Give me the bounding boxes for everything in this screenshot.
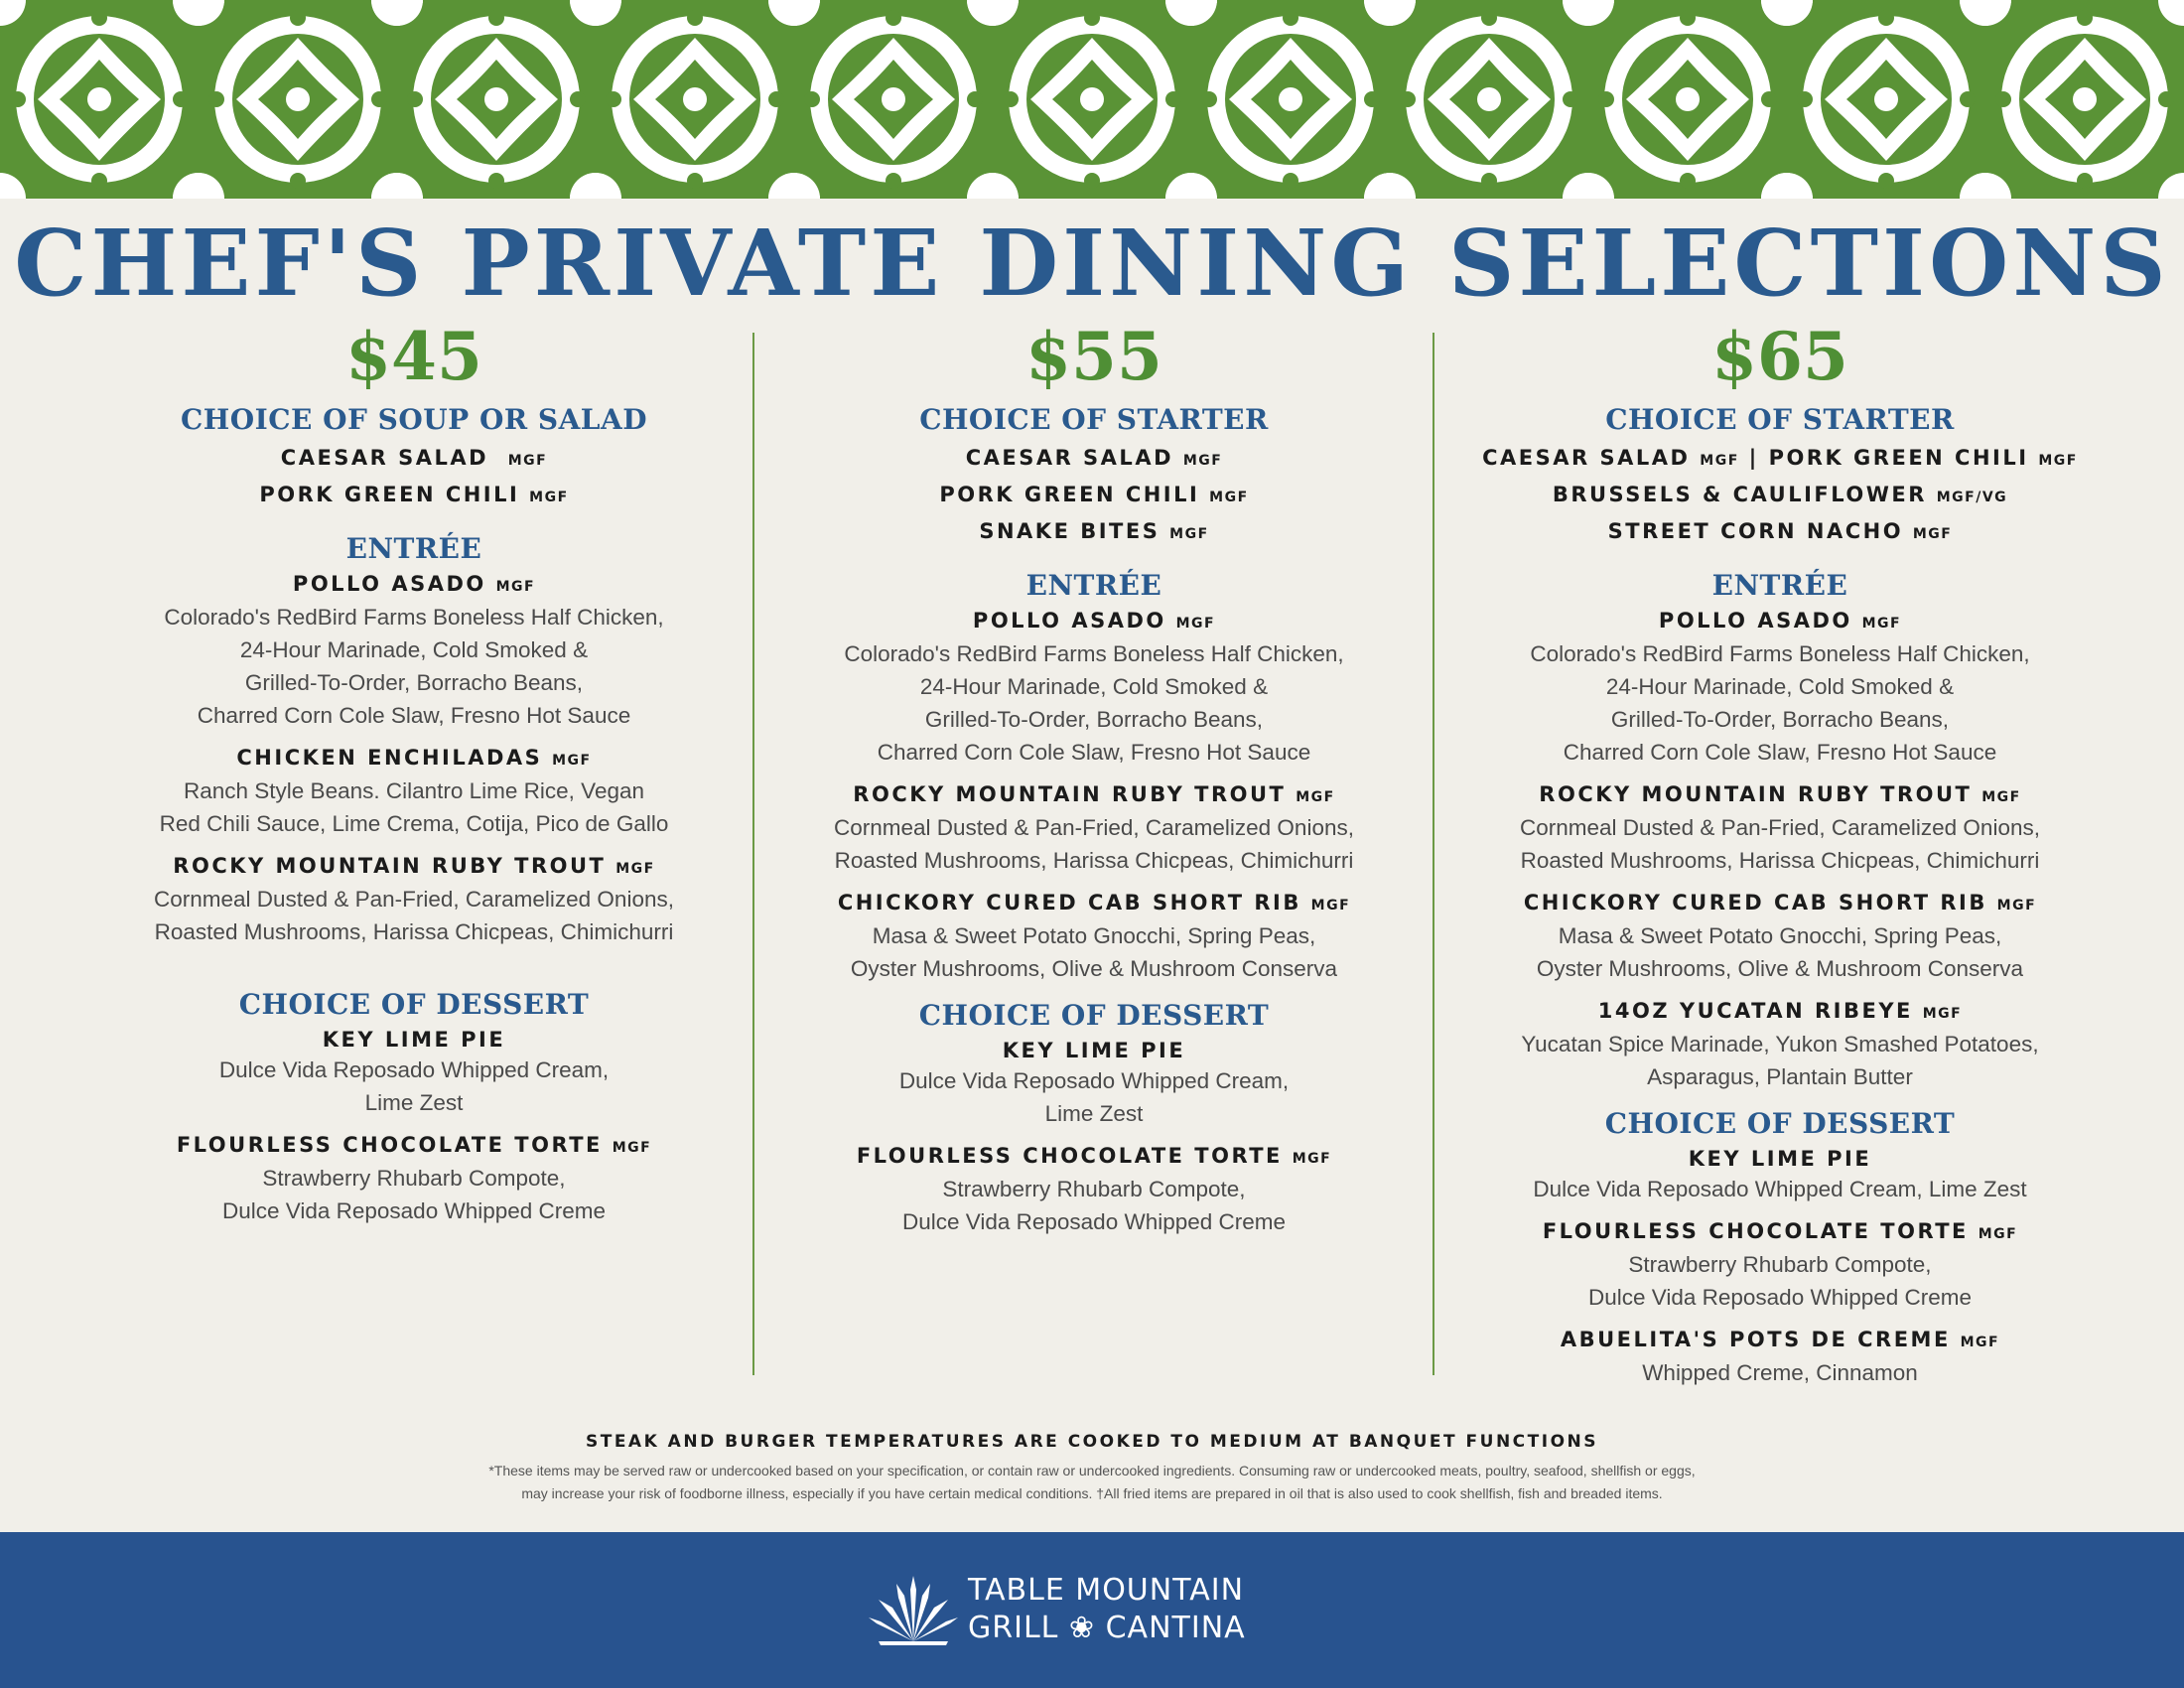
dish-description: Charred Corn Cole Slaw, Fresno Hot Sauce xyxy=(877,740,1311,765)
dietary-tag: MGF xyxy=(507,453,548,469)
dish-description: Charred Corn Cole Slaw, Fresno Hot Sauce xyxy=(197,703,631,728)
dietary-tag: MGF/VG xyxy=(1936,490,2008,505)
starter-item xyxy=(756,441,1432,478)
dish-name-text: FLOURLESS CHOCOLATE TORTE xyxy=(856,1144,1283,1168)
dish-description: Asparagus, Plantain Butter xyxy=(1647,1064,1913,1089)
menu-dish xyxy=(76,852,751,948)
dish-description: 24-Hour Marinade, Cold Smoked & xyxy=(919,674,1269,699)
dish-name: KEY LIME PIE xyxy=(322,1028,506,1052)
dish-name xyxy=(1442,607,2117,637)
dietary-tag: MGF xyxy=(2038,453,2078,469)
dish-description: Cornmeal Dusted & Pan-Fried, Caramelized Onions, xyxy=(1520,815,2040,840)
dietary-tag: MGF xyxy=(1861,616,1902,632)
starter-item xyxy=(1442,514,2117,551)
dietary-tag: MGF xyxy=(615,861,655,877)
page-title: CHEF'S PRIVATE DINING SELECTIONS xyxy=(14,210,2170,317)
menu-dish xyxy=(76,1026,751,1119)
menu-dish xyxy=(1442,1145,2117,1205)
menu-column-45 xyxy=(76,318,751,1239)
section-heading-dessert: CHOICE OF DESSERT xyxy=(1604,1107,1956,1140)
dish-name xyxy=(756,1142,1432,1173)
menu-dish xyxy=(1442,780,2117,877)
dish-description: 24-Hour Marinade, Cold Smoked & xyxy=(1605,674,1955,699)
restaurant-logo xyxy=(869,1567,1325,1656)
dish-description: Dulce Vida Reposado Whipped Cream, Lime Zest xyxy=(1533,1177,2027,1201)
dish-description: Dulce Vida Reposado Whipped Cream, xyxy=(218,1057,610,1082)
dish-name-text: POLLO ASADO xyxy=(292,572,486,596)
dietary-tag: MGF xyxy=(1292,1151,1332,1167)
section-heading-dessert: CHOICE OF DESSERT xyxy=(918,999,1270,1032)
dish-description: Dulce Vida Reposado Whipped Creme xyxy=(901,1209,1287,1234)
dish-description: Grilled-To-Order, Borracho Beans, xyxy=(1610,707,1950,732)
menu-dish xyxy=(756,889,1432,985)
section-heading-course1: CHOICE OF SOUP OR SALAD xyxy=(181,403,647,436)
dish-description: Ranch Style Beans. Cilantro Lime Rice, Vegan xyxy=(184,778,644,803)
dish-description: Colorado's RedBird Farms Boneless Half Chicken, xyxy=(844,641,1344,666)
menu-dish xyxy=(756,780,1432,877)
dietary-tag: MGF xyxy=(1981,789,2021,805)
section-heading-entree: ENTRÉE xyxy=(1711,569,1848,602)
section-heading-entree: ENTRÉE xyxy=(1025,569,1162,602)
starter-name: SNAKE BITES xyxy=(979,519,1160,543)
dish-name-text: FLOURLESS CHOCOLATE TORTE xyxy=(1542,1219,1969,1243)
dish-description: Dulce Vida Reposado Whipped Creme xyxy=(1587,1285,1973,1310)
dietary-tag: MGF xyxy=(552,753,592,769)
dish-name: KEY LIME PIE xyxy=(1002,1039,1186,1062)
logo-text-line2 xyxy=(968,1611,1246,1645)
starter-name: CAESAR SALAD xyxy=(1482,446,1691,470)
dish-name xyxy=(1442,997,2117,1028)
dish-name-text: CHICKORY CURED CAB SHORT RIB xyxy=(1523,891,1987,914)
dish-name xyxy=(1442,780,2117,811)
dietary-tag: MGF xyxy=(1700,453,1739,469)
dish-name: KEY LIME PIE xyxy=(1688,1147,1872,1171)
starter-name: CAESAR SALAD xyxy=(965,446,1173,470)
tile-pattern-icon xyxy=(0,0,2184,199)
dish-name xyxy=(76,744,751,774)
dietary-tag: MGF xyxy=(1960,1335,2000,1350)
consumer-advisory-line2: may increase your risk of foodborne illness, especially if you have certain medical conditions. †All fried items are prepared in oil that is also used to cook shellfish, fish and breaded items. xyxy=(521,1485,1663,1501)
section-heading-dessert: CHOICE OF DESSERT xyxy=(238,988,590,1021)
starter-item xyxy=(1442,478,2117,514)
starter-item xyxy=(1442,441,2117,478)
menu-dish xyxy=(756,1142,1432,1238)
dish-name-text: CHICKORY CURED CAB SHORT RIB xyxy=(837,891,1301,914)
menu-dish xyxy=(76,744,751,840)
logo-emblem-icon: ❀ xyxy=(1068,1611,1096,1645)
dietary-tag: MGF xyxy=(1912,526,1953,542)
dish-name xyxy=(76,570,751,601)
menu-column-55 xyxy=(756,318,1432,1250)
dish-description: Dulce Vida Reposado Whipped Cream, xyxy=(898,1068,1290,1093)
decorative-tile-band xyxy=(0,0,2184,199)
price-label: $65 xyxy=(1711,318,1848,395)
menu-column-65 xyxy=(1442,318,2117,1401)
consumer-advisory-line1: *These items may be served raw or undercooked based on your specification, or contain raw or undercooked ingredients. Consuming raw or undercooked meats, poultry, seafood, shellfish or eggs, xyxy=(488,1463,1696,1478)
dish-description: Cornmeal Dusted & Pan-Fried, Caramelized Onions, xyxy=(834,815,1354,840)
dish-description: Grilled-To-Order, Borracho Beans, xyxy=(924,707,1264,732)
dish-name-text: CHICKEN ENCHILADAS xyxy=(236,746,543,770)
column-divider xyxy=(752,333,754,1375)
dish-description: Lime Zest xyxy=(364,1090,464,1115)
menu-dish xyxy=(1442,1326,2117,1389)
dish-description: 24-Hour Marinade, Cold Smoked & xyxy=(239,637,589,662)
section-heading-course1: CHOICE OF STARTER xyxy=(919,403,1269,436)
dish-description: Yucatan Spice Marinade, Yukon Smashed Potatoes, xyxy=(1521,1032,2039,1056)
dish-description: Colorado's RedBird Farms Boneless Half Chicken, xyxy=(164,605,664,630)
starter-name: CAESAR SALAD xyxy=(280,446,489,470)
dietary-tag: MGF xyxy=(1209,490,1249,505)
dish-name xyxy=(1442,889,2117,919)
starter-item xyxy=(756,514,1432,551)
dish-description: Whipped Creme, Cinnamon xyxy=(1642,1360,1918,1385)
dish-description: Grilled-To-Order, Borracho Beans, xyxy=(244,670,584,695)
menu-dish xyxy=(1442,1217,2117,1314)
dish-name-text: POLLO ASADO xyxy=(972,609,1166,633)
starter-item xyxy=(76,478,751,514)
dish-description: Oyster Mushrooms, Olive & Mushroom Conserva xyxy=(850,956,1338,981)
dietary-tag: MGF xyxy=(1169,526,1209,542)
starter-name: PORK GREEN CHILI xyxy=(939,483,1200,506)
temperature-notice: STEAK AND BURGER TEMPERATURES ARE COOKED TO MEDIUM AT BANQUET FUNCTIONS xyxy=(585,1432,1599,1452)
dish-name-text: ROCKY MOUNTAIN RUBY TROUT xyxy=(1539,782,1973,806)
logo-text-line1: TABLE MOUNTAIN xyxy=(968,1573,1245,1608)
menu-dish xyxy=(1442,607,2117,769)
price-label: $55 xyxy=(1025,318,1162,395)
dish-description: Lime Zest xyxy=(1044,1101,1144,1126)
dietary-tag: MGF xyxy=(1996,898,2037,914)
dish-description: Strawberry Rhubarb Compote, xyxy=(1628,1252,1932,1277)
dish-name-text: FLOURLESS CHOCOLATE TORTE xyxy=(176,1133,603,1157)
dish-name xyxy=(76,1131,751,1162)
menu-dish xyxy=(756,607,1432,769)
dish-description: Dulce Vida Reposado Whipped Creme xyxy=(221,1198,607,1223)
dish-description: Oyster Mushrooms, Olive & Mushroom Conserva xyxy=(1536,956,2024,981)
dish-description: Roasted Mushrooms, Harissa Chicpeas, Chimichurri xyxy=(1520,848,2040,873)
starter-name: STREET CORN NACHO xyxy=(1607,519,1904,543)
dietary-tag: MGF xyxy=(1296,789,1335,805)
menu-dish xyxy=(76,570,751,732)
dish-name-text: ROCKY MOUNTAIN RUBY TROUT xyxy=(173,854,607,878)
dish-name xyxy=(756,607,1432,637)
dish-description: Cornmeal Dusted & Pan-Fried, Caramelized Onions, xyxy=(154,887,674,912)
dish-name xyxy=(756,889,1432,919)
price-label: $45 xyxy=(345,318,482,395)
dish-description: Colorado's RedBird Farms Boneless Half Chicken, xyxy=(1530,641,2030,666)
dish-name xyxy=(76,852,751,883)
dish-name-text: POLLO ASADO xyxy=(1658,609,1852,633)
dietary-tag: MGF xyxy=(1182,453,1223,469)
dish-name-text: ROCKY MOUNTAIN RUBY TROUT xyxy=(853,782,1287,806)
dish-description: Roasted Mushrooms, Harissa Chicpeas, Chimichurri xyxy=(154,919,674,944)
dietary-tag: MGF xyxy=(612,1140,652,1156)
dietary-tag: MGF xyxy=(529,490,569,505)
separator: | xyxy=(1738,446,1769,470)
dish-name-text: ABUELITA'S POTS DE CREME xyxy=(1560,1328,1951,1351)
agave-logo-icon xyxy=(869,1572,958,1651)
starter-item xyxy=(756,478,1432,514)
starter-name: BRUSSELS & CAULIFLOWER xyxy=(1552,483,1927,506)
dish-description: Masa & Sweet Potato Gnocchi, Spring Peas, xyxy=(1558,923,2002,948)
dietary-tag: MGF xyxy=(1175,616,1216,632)
column-divider xyxy=(1433,333,1434,1375)
section-heading-entree: ENTRÉE xyxy=(345,532,482,565)
logo-text-grill: GRILL xyxy=(968,1611,1059,1645)
starter-name: PORK GREEN CHILI xyxy=(259,483,520,506)
section-heading-course1: CHOICE OF STARTER xyxy=(1605,403,1955,436)
dish-description: Red Chili Sauce, Lime Crema, Cotija, Pico de Gallo xyxy=(159,811,669,836)
logo-text-cantina: CANTINA xyxy=(1105,1611,1246,1645)
menu-dish xyxy=(1442,997,2117,1093)
dish-description: Charred Corn Cole Slaw, Fresno Hot Sauce xyxy=(1563,740,1997,765)
dietary-tag: MGF xyxy=(495,579,536,595)
dish-name xyxy=(1442,1326,2117,1356)
dish-name-text: 14OZ YUCATAN RIBEYE xyxy=(1597,999,1913,1023)
starter-item xyxy=(76,441,751,478)
dish-description: Strawberry Rhubarb Compote, xyxy=(262,1166,566,1191)
dish-description: Masa & Sweet Potato Gnocchi, Spring Peas, xyxy=(872,923,1316,948)
dietary-tag: MGF xyxy=(1922,1006,1963,1022)
starter-name: PORK GREEN CHILI xyxy=(1768,446,2029,470)
menu-dish xyxy=(756,1037,1432,1130)
dietary-tag: MGF xyxy=(1310,898,1351,914)
dietary-tag: MGF xyxy=(1978,1226,2018,1242)
dish-description: Roasted Mushrooms, Harissa Chicpeas, Chimichurri xyxy=(834,848,1354,873)
menu-dish xyxy=(1442,889,2117,985)
menu-dish xyxy=(76,1131,751,1227)
dish-name xyxy=(756,780,1432,811)
dish-name xyxy=(1442,1217,2117,1248)
dish-description: Strawberry Rhubarb Compote, xyxy=(942,1177,1246,1201)
